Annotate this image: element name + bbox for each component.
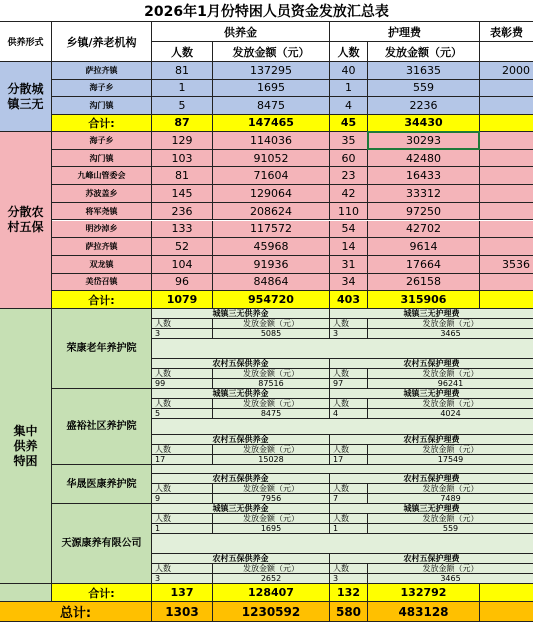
bonus-amount[interactable] xyxy=(480,132,533,150)
central-amount-label[interactable]: 发放金额（元） xyxy=(213,369,330,379)
support-count[interactable]: 5 xyxy=(152,97,213,115)
central-amount-label[interactable]: 发放金额（元） xyxy=(368,564,533,574)
header-support-count[interactable]: 人数 xyxy=(152,42,213,62)
central-support-subheader[interactable]: 农村五保供养金 xyxy=(152,474,330,484)
central-amount-label[interactable]: 发放金额（元） xyxy=(213,399,330,409)
central-amount-label[interactable]: 发放金额（元） xyxy=(368,484,533,494)
org-name[interactable]: 苏波盖乡 xyxy=(52,185,152,203)
central-care-amount[interactable]: 3465 xyxy=(368,574,533,584)
central-care-amount[interactable]: 7489 xyxy=(368,494,533,504)
urban-section-label[interactable]: 分散城镇三无 xyxy=(0,62,52,132)
org-name[interactable]: 九峰山管委会 xyxy=(52,167,152,185)
header-bonus-blank[interactable] xyxy=(480,42,533,62)
bonus-amount[interactable] xyxy=(480,238,533,256)
central-support-amount[interactable]: 87516 xyxy=(213,379,330,389)
central-amount-label[interactable]: 发放金额（元） xyxy=(368,445,533,455)
header-care[interactable]: 护理费 xyxy=(330,22,480,42)
central-spacer[interactable] xyxy=(152,339,533,359)
care-amount[interactable]: 2236 xyxy=(368,97,480,115)
central-count-label[interactable]: 人数 xyxy=(152,369,213,379)
central-count-label[interactable]: 人数 xyxy=(330,445,368,455)
care-amount[interactable]: 559 xyxy=(368,80,480,98)
central-count-label[interactable]: 人数 xyxy=(152,399,213,409)
header-support-amount[interactable]: 发放金额（元） xyxy=(213,42,330,62)
central-amount-label[interactable]: 发放金额（元） xyxy=(213,564,330,574)
care-count[interactable]: 34 xyxy=(330,274,368,292)
sheet-title[interactable]: 2026年1月份特困人员资金发放汇总表 xyxy=(0,0,533,22)
support-count[interactable]: 103 xyxy=(152,150,213,168)
central-amount-label[interactable]: 发放金额（元） xyxy=(368,369,533,379)
org-name[interactable]: 沟门镇 xyxy=(52,150,152,168)
central-support-count[interactable]: 17 xyxy=(152,455,213,465)
central-count-label[interactable]: 人数 xyxy=(330,319,368,329)
central-total-support-amount[interactable]: 128407 xyxy=(213,584,330,602)
care-count[interactable]: 31 xyxy=(330,256,368,274)
org-name[interactable]: 双龙镇 xyxy=(52,256,152,274)
bonus-amount[interactable] xyxy=(480,97,533,115)
care-count[interactable]: 60 xyxy=(330,150,368,168)
central-care-subheader[interactable]: 农村五保护理费 xyxy=(330,554,533,564)
central-care-count[interactable]: 1 xyxy=(330,524,368,534)
support-count[interactable]: 81 xyxy=(152,167,213,185)
support-amount[interactable]: 91052 xyxy=(213,150,330,168)
support-amount[interactable]: 8475 xyxy=(213,97,330,115)
central-count-label[interactable]: 人数 xyxy=(330,369,368,379)
central-total-form-blank[interactable] xyxy=(0,584,52,602)
central-support-count[interactable]: 5 xyxy=(152,409,213,419)
subtotal-care-count[interactable]: 403 xyxy=(330,291,368,309)
central-org-name[interactable]: 华晟医康养护院 xyxy=(52,465,152,504)
support-amount[interactable]: 117572 xyxy=(213,221,330,239)
central-count-label[interactable]: 人数 xyxy=(330,514,368,524)
support-amount[interactable]: 45968 xyxy=(213,238,330,256)
org-name[interactable]: 海子乡 xyxy=(52,80,152,98)
central-count-label[interactable]: 人数 xyxy=(152,319,213,329)
support-count[interactable]: 236 xyxy=(152,203,213,221)
support-count[interactable]: 133 xyxy=(152,221,213,239)
care-amount[interactable]: 31635 xyxy=(368,62,480,80)
central-care-count[interactable]: 7 xyxy=(330,494,368,504)
subtotal-care-count[interactable]: 45 xyxy=(330,115,368,133)
central-total-support-count[interactable]: 137 xyxy=(152,584,213,602)
subtotal-support-count[interactable]: 87 xyxy=(152,115,213,133)
central-amount-label[interactable]: 发放金额（元） xyxy=(368,399,533,409)
header-support[interactable]: 供养金 xyxy=(152,22,330,42)
support-count[interactable]: 81 xyxy=(152,62,213,80)
support-count[interactable]: 129 xyxy=(152,132,213,150)
central-care-subheader[interactable]: 城镇三无护理费 xyxy=(330,389,533,399)
central-support-amount[interactable]: 7956 xyxy=(213,494,330,504)
central-support-count[interactable]: 1 xyxy=(152,524,213,534)
org-name[interactable]: 萨拉齐镇 xyxy=(52,62,152,80)
care-count[interactable]: 42 xyxy=(330,185,368,203)
central-support-subheader[interactable]: 城镇三无供养金 xyxy=(152,389,330,399)
central-count-label[interactable]: 人数 xyxy=(330,484,368,494)
central-support-subheader[interactable]: 农村五保供养金 xyxy=(152,435,330,445)
central-support-amount[interactable]: 5085 xyxy=(213,329,330,339)
subtotal-label[interactable]: 合计: xyxy=(52,291,152,309)
central-support-subheader[interactable]: 农村五保供养金 xyxy=(152,359,330,369)
org-name[interactable]: 将军尧镇 xyxy=(52,203,152,221)
central-amount-label[interactable]: 发放金额（元） xyxy=(213,514,330,524)
care-amount[interactable]: 9614 xyxy=(368,238,480,256)
central-care-count[interactable]: 97 xyxy=(330,379,368,389)
central-support-amount[interactable]: 1695 xyxy=(213,524,330,534)
central-care-count[interactable]: 3 xyxy=(330,574,368,584)
subtotal-bonus[interactable] xyxy=(480,115,533,133)
central-amount-label[interactable]: 发放金额（元） xyxy=(213,445,330,455)
grand-total-bonus[interactable] xyxy=(480,602,533,622)
bonus-amount[interactable] xyxy=(480,185,533,203)
header-care-amount[interactable]: 发放金额（元） xyxy=(368,42,480,62)
care-amount[interactable]: 26158 xyxy=(368,274,480,292)
care-count[interactable]: 54 xyxy=(330,221,368,239)
care-count[interactable]: 23 xyxy=(330,167,368,185)
central-count-label[interactable]: 人数 xyxy=(330,564,368,574)
care-count[interactable]: 4 xyxy=(330,97,368,115)
central-care-count[interactable]: 17 xyxy=(330,455,368,465)
care-amount[interactable]: 33312 xyxy=(368,185,480,203)
central-care-amount[interactable]: 3465 xyxy=(368,329,533,339)
support-count[interactable]: 96 xyxy=(152,274,213,292)
central-support-count[interactable]: 3 xyxy=(152,329,213,339)
central-spacer[interactable] xyxy=(152,465,533,474)
central-org-name[interactable]: 盛裕社区养护院 xyxy=(52,389,152,465)
care-amount[interactable]: 17664 xyxy=(368,256,480,274)
care-amount[interactable]: 97250 xyxy=(368,203,480,221)
central-total-bonus[interactable] xyxy=(480,584,533,602)
bonus-amount[interactable] xyxy=(480,150,533,168)
rural-section-label[interactable]: 分散农村五保 xyxy=(0,132,52,309)
support-count[interactable]: 104 xyxy=(152,256,213,274)
central-support-count[interactable]: 9 xyxy=(152,494,213,504)
support-count[interactable]: 1 xyxy=(152,80,213,98)
central-support-amount[interactable]: 8475 xyxy=(213,409,330,419)
central-org-name[interactable]: 天源康养有限公司 xyxy=(52,504,152,584)
bonus-amount[interactable] xyxy=(480,80,533,98)
central-care-subheader[interactable]: 城镇三无护理费 xyxy=(330,504,533,514)
subtotal-support-amount[interactable]: 954720 xyxy=(213,291,330,309)
care-count[interactable]: 1 xyxy=(330,80,368,98)
central-support-amount[interactable]: 15028 xyxy=(213,455,330,465)
support-count[interactable]: 145 xyxy=(152,185,213,203)
care-count[interactable]: 35 xyxy=(330,132,368,150)
org-name[interactable]: 萨拉齐镇 xyxy=(52,238,152,256)
org-name[interactable]: 海子乡 xyxy=(52,132,152,150)
grand-total-care-amount[interactable]: 483128 xyxy=(368,602,480,622)
bonus-amount[interactable]: 2000 xyxy=(480,62,533,80)
central-amount-label[interactable]: 发放金额（元） xyxy=(213,484,330,494)
bonus-amount[interactable] xyxy=(480,203,533,221)
central-section-label[interactable]: 集中供养特困 xyxy=(0,309,52,584)
central-total-care-count[interactable]: 132 xyxy=(330,584,368,602)
central-care-count[interactable]: 3 xyxy=(330,329,368,339)
support-amount[interactable]: 137295 xyxy=(213,62,330,80)
central-spacer[interactable] xyxy=(152,419,533,435)
care-amount[interactable]: 42480 xyxy=(368,150,480,168)
org-name[interactable]: 美岱召镇 xyxy=(52,274,152,292)
central-count-label[interactable]: 人数 xyxy=(152,514,213,524)
central-count-label[interactable]: 人数 xyxy=(330,399,368,409)
central-org-name[interactable]: 荣康老年养护院 xyxy=(52,309,152,389)
bonus-amount[interactable] xyxy=(480,274,533,292)
subtotal-care-amount[interactable]: 34430 xyxy=(368,115,480,133)
subtotal-care-amount[interactable]: 315906 xyxy=(368,291,480,309)
central-care-count[interactable]: 4 xyxy=(330,409,368,419)
central-support-subheader[interactable]: 农村五保供养金 xyxy=(152,554,330,564)
support-amount[interactable]: 114036 xyxy=(213,132,330,150)
subtotal-bonus[interactable] xyxy=(480,291,533,309)
bonus-amount[interactable] xyxy=(480,221,533,239)
central-count-label[interactable]: 人数 xyxy=(152,564,213,574)
central-total-label[interactable]: 合计: xyxy=(52,584,152,602)
care-count[interactable]: 40 xyxy=(330,62,368,80)
central-amount-label[interactable]: 发放金额（元） xyxy=(213,319,330,329)
central-support-amount[interactable]: 2652 xyxy=(213,574,330,584)
central-support-count[interactable]: 99 xyxy=(152,379,213,389)
care-amount[interactable]: 42702 xyxy=(368,221,480,239)
care-count[interactable]: 14 xyxy=(330,238,368,256)
central-care-subheader[interactable]: 农村五保护理费 xyxy=(330,359,533,369)
grand-total-label[interactable]: 总计: xyxy=(0,602,152,622)
central-care-amount[interactable]: 96241 xyxy=(368,379,533,389)
central-count-label[interactable]: 人数 xyxy=(152,445,213,455)
support-amount[interactable]: 71604 xyxy=(213,167,330,185)
central-care-amount[interactable]: 17549 xyxy=(368,455,533,465)
header-org[interactable]: 乡镇/养老机构 xyxy=(52,22,152,62)
central-support-subheader[interactable]: 城镇三无供养金 xyxy=(152,504,330,514)
header-form[interactable]: 供养形式 xyxy=(0,22,52,62)
care-amount[interactable]: 30293 xyxy=(368,132,480,150)
header-care-count[interactable]: 人数 xyxy=(330,42,368,62)
central-amount-label[interactable]: 发放金额（元） xyxy=(368,319,533,329)
grand-total-support-count[interactable]: 1303 xyxy=(152,602,213,622)
org-name[interactable]: 沟门镇 xyxy=(52,97,152,115)
central-care-subheader[interactable]: 农村五保护理费 xyxy=(330,474,533,484)
subtotal-support-count[interactable]: 1079 xyxy=(152,291,213,309)
support-amount[interactable]: 91936 xyxy=(213,256,330,274)
central-support-subheader[interactable]: 城镇三无供养金 xyxy=(152,309,330,319)
support-count[interactable]: 52 xyxy=(152,238,213,256)
grand-total-support-amount[interactable]: 1230592 xyxy=(213,602,330,622)
org-name[interactable]: 明沙淖乡 xyxy=(52,221,152,239)
support-amount[interactable]: 208624 xyxy=(213,203,330,221)
central-care-amount[interactable]: 559 xyxy=(368,524,533,534)
central-count-label[interactable]: 人数 xyxy=(152,484,213,494)
central-care-subheader[interactable]: 城镇三无护理费 xyxy=(330,309,533,319)
central-support-count[interactable]: 3 xyxy=(152,574,213,584)
support-amount[interactable]: 84864 xyxy=(213,274,330,292)
care-amount[interactable]: 16433 xyxy=(368,167,480,185)
grand-total-care-count[interactable]: 580 xyxy=(330,602,368,622)
support-amount[interactable]: 129064 xyxy=(213,185,330,203)
header-bonus[interactable]: 表彰费 xyxy=(480,22,533,42)
subtotal-label[interactable]: 合计: xyxy=(52,115,152,133)
care-count[interactable]: 110 xyxy=(330,203,368,221)
bonus-amount[interactable] xyxy=(480,167,533,185)
central-care-subheader[interactable]: 农村五保护理费 xyxy=(330,435,533,445)
central-spacer[interactable] xyxy=(152,534,533,554)
support-amount[interactable]: 1695 xyxy=(213,80,330,98)
central-care-amount[interactable]: 4024 xyxy=(368,409,533,419)
subtotal-support-amount[interactable]: 147465 xyxy=(213,115,330,133)
bonus-amount[interactable]: 3536 xyxy=(480,256,533,274)
central-total-care-amount[interactable]: 132792 xyxy=(368,584,480,602)
central-amount-label[interactable]: 发放金额（元） xyxy=(368,514,533,524)
